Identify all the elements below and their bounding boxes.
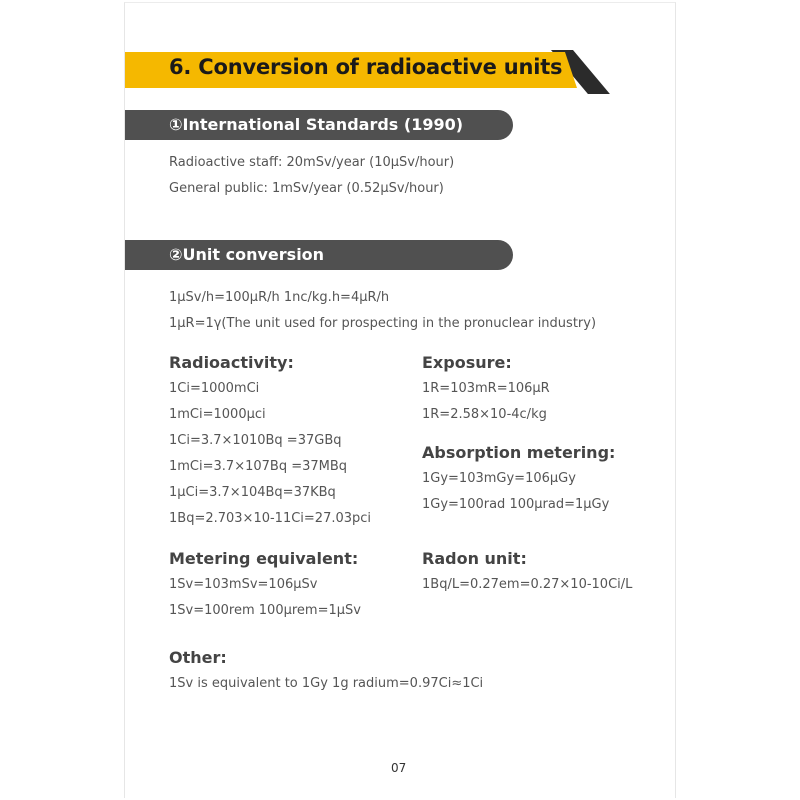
- page-number: 07: [391, 761, 407, 775]
- absorption-line: 1Gy=100rad 100μrad=1μGy: [422, 497, 610, 512]
- metering-heading: Metering equivalent:: [169, 549, 359, 568]
- standards-line: Radioactive staff: 20mSv/year (10μSv/hour): [169, 155, 455, 170]
- radon-line: 1Bq/L=0.27em=0.27×10-10Ci/L: [422, 577, 633, 592]
- radioactivity-line: 1Bq=2.703×10-11Ci=27.03pci: [169, 511, 372, 526]
- section-heading-standards: ①International Standards (1990): [169, 115, 464, 134]
- radioactivity-line: 1Ci=3.7×1010Bq =37GBq: [169, 433, 342, 448]
- other-line: 1Sv is equivalent to 1Gy 1g radium=0.97Ci≈1Ci: [169, 676, 484, 691]
- other-heading: Other:: [169, 648, 227, 667]
- radioactivity-line: 1μCi=3.7×104Bq=37KBq: [169, 485, 336, 500]
- radon-heading: Radon unit:: [422, 549, 527, 568]
- absorption-heading: Absorption metering:: [422, 443, 616, 462]
- section-heading-unit-conversion: ②Unit conversion: [169, 245, 325, 264]
- standards-line: General public: 1mSv/year (0.52μSv/hour): [169, 181, 444, 196]
- exposure-line: 1R=2.58×10-4c/kg: [422, 407, 547, 422]
- metering-line: 1Sv=103mSv=106μSv: [169, 577, 318, 592]
- absorption-line: 1Gy=103mGy=106μGy: [422, 471, 576, 486]
- radioactivity-line: 1mCi=3.7×107Bq =37MBq: [169, 459, 348, 474]
- radioactivity-heading: Radioactivity:: [169, 353, 294, 372]
- radioactivity-line: 1Ci=1000mCi: [169, 381, 260, 396]
- exposure-heading: Exposure:: [422, 353, 512, 372]
- conversion-line: 1μR=1γ(The unit used for prospecting in the pronuclear industry): [169, 316, 597, 331]
- title-bar-tail: [565, 52, 577, 88]
- radioactivity-line: 1mCi=1000μci: [169, 407, 266, 422]
- manual-page: [124, 2, 676, 798]
- metering-line: 1Sv=100rem 100μrem=1μSv: [169, 603, 361, 618]
- conversion-line: 1μSv/h=100μR/h 1nc/kg.h=4μR/h: [169, 290, 390, 305]
- page-title: 6. Conversion of radioactive units: [169, 55, 563, 79]
- exposure-line: 1R=103mR=106μR: [422, 381, 550, 396]
